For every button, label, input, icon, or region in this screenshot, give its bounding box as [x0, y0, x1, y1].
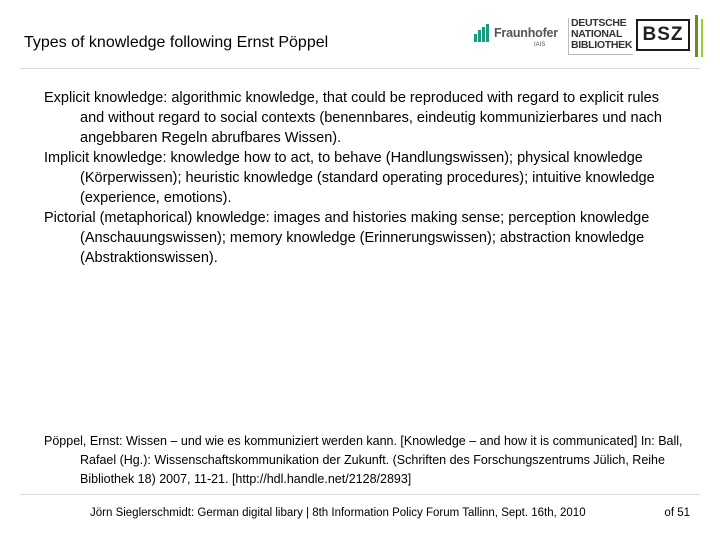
- dnb-logo-line: DEUTSCHE: [571, 17, 627, 29]
- bsz-logo-text: BSZ: [642, 24, 684, 45]
- page-number: of 51: [664, 507, 690, 519]
- bsz-logo: [636, 19, 690, 51]
- dnb-logo-line: NATIONAL: [571, 28, 623, 40]
- paragraph-pictorial-knowledge: Pictorial (metaphorical) knowledge: images and histories making sense; perception knowledge (Anschauungswissen); memory knowledge (Erinnerungswissen); abstraction knowledge (Abstraktionswissen).: [44, 210, 650, 266]
- bsz-logo-stripe: [695, 15, 698, 57]
- bsz-logo-stripe: [701, 19, 703, 57]
- slide-title: Types of knowledge following Ernst Pöppel: [24, 34, 329, 51]
- dnb-logo-line: BIBLIOTHEK: [571, 39, 633, 51]
- reference-citation: Pöppel, Ernst: Wissen – und wie es kommuniziert werden kann. [Knowledge – and how it is communicated] In: Ball, Rafael (Hg.): Wissenschaftskommunikation der Zukunft. (Schriften des Forschungszentrums Jülich, Reihe Bibliothek 18) 2007, 11-21. [http://hdl.handle.net/2128/2893]: [44, 434, 683, 486]
- paragraph-implicit-knowledge: Implicit knowledge: knowledge how to act, to behave (Handlungswissen); physical knowledge (Körperwissen); heuristic knowledge (standard operating procedures); intuitive knowledge (experience, emotions).: [44, 150, 655, 206]
- paragraph-explicit-knowledge: Explicit knowledge: algorithmic knowledge, that could be reproduced with regard to explicit rules and without regard to social contexts (benennbares, eindeutig kommunizierbares und nach angebbaren Regeln abrufbares Wissen).: [44, 90, 662, 146]
- fraunhofer-logo-text: Fraunhofer: [494, 26, 558, 40]
- header-divider: [20, 68, 700, 69]
- fraunhofer-logo: [474, 22, 564, 50]
- dnb-logo: [568, 18, 633, 55]
- fraunhofer-logo-subtext: IAIS: [534, 42, 546, 48]
- fraunhofer-mark-icon: [474, 24, 490, 42]
- main-content: [44, 88, 664, 268]
- footer-text: Jörn Sieglerschmidt: German digital libary | 8th Information Policy Forum Tallinn, Sept. 16th, 2010: [90, 507, 586, 519]
- footer-divider: [20, 494, 700, 495]
